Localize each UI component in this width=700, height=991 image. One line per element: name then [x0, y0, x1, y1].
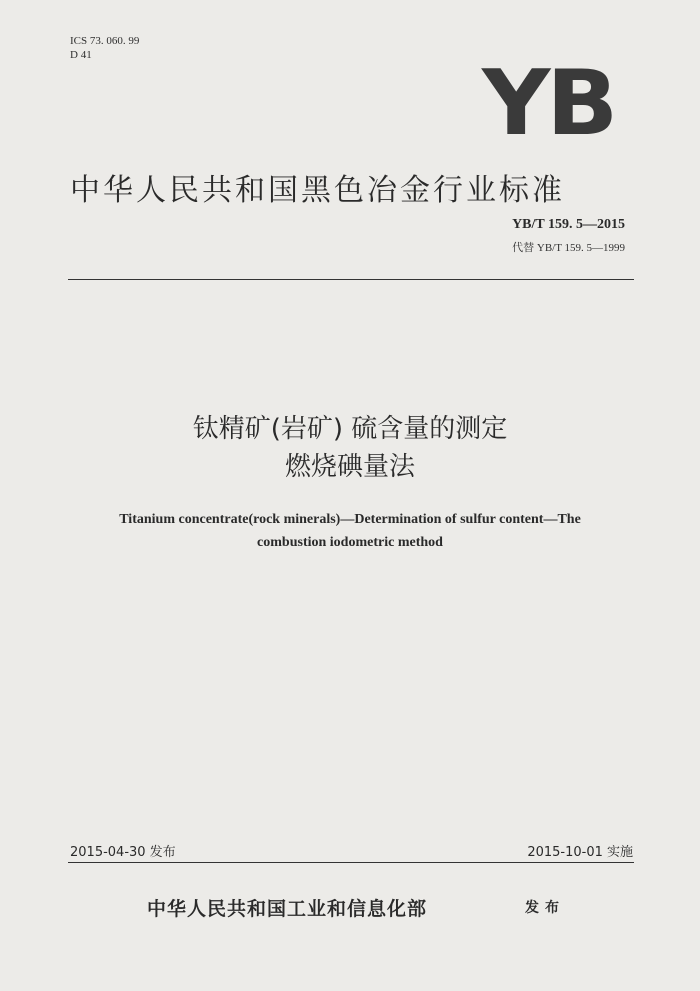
title-chinese	[0, 410, 700, 486]
replaced-standard: 代替 YB/T 159. 5—1999	[512, 242, 625, 254]
standard-category: 中华人民共和国黑色冶金行业标准	[70, 173, 565, 208]
issuing-action: 发布	[525, 900, 565, 916]
classification-codes	[70, 34, 139, 62]
header-divider	[68, 279, 634, 280]
ics-code: ICS 73. 060. 99	[70, 35, 140, 47]
title-en-line1: Titanium concentrate(rock minerals)—Determination of sulfur content—The	[119, 512, 581, 527]
title-cn-line2: 燃烧碘量法	[284, 452, 415, 482]
title-english	[0, 508, 700, 554]
title-cn-line1: 钛精矿(岩矿) 硫含量的测定	[192, 414, 508, 444]
standard-number: YB/T 159. 5—2015	[512, 217, 625, 232]
yb-logo: YB	[482, 51, 615, 156]
footer-divider	[68, 862, 634, 863]
issuing-authority: 中华人民共和国工业和信息化部	[147, 898, 428, 920]
issue-date: 2015-04-30 发布	[70, 845, 176, 860]
title-en-line2: combustion iodometric method	[257, 535, 443, 550]
ccs-code: D 41	[70, 49, 92, 61]
implementation-date: 2015-10-01 实施	[527, 845, 633, 860]
